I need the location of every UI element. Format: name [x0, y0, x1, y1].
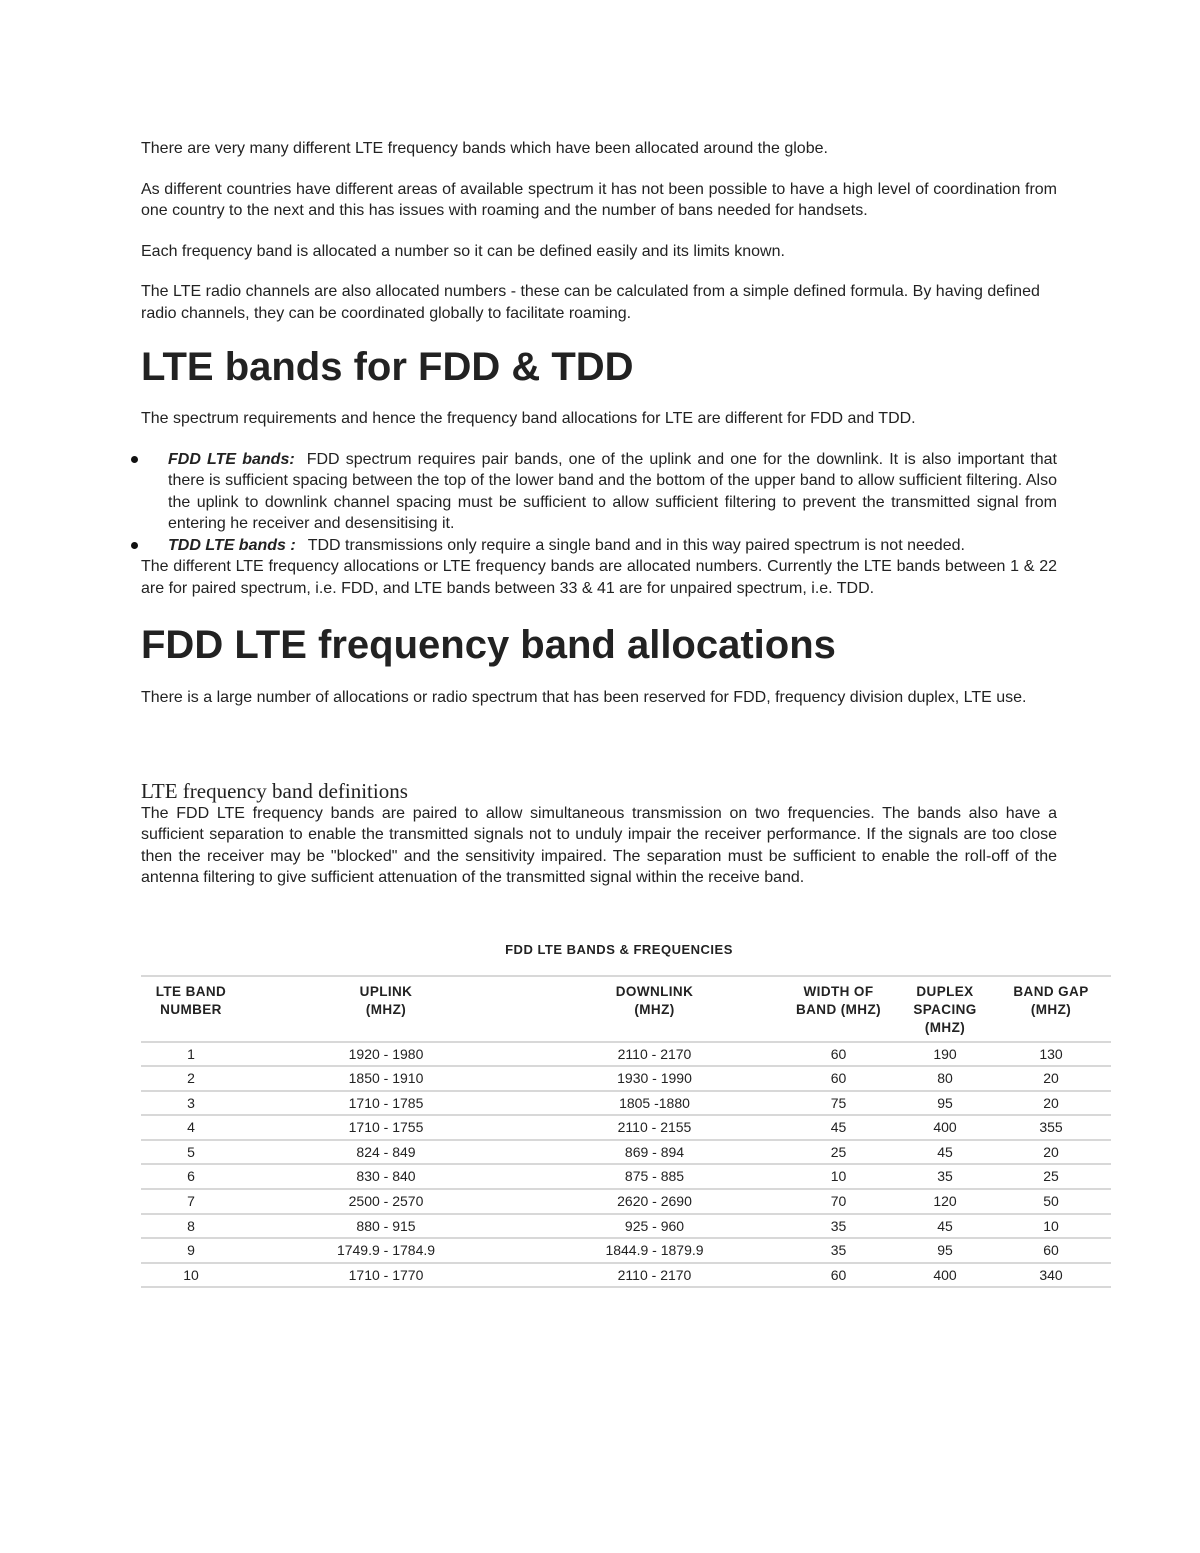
column-header-line: (MHZ) [634, 1001, 675, 1017]
bullet-label: TDD LTE bands : [168, 536, 296, 554]
table-body [141, 1042, 1111, 1288]
table-cell: 1710 - 1755 [241, 1115, 531, 1140]
column-header-line: DUPLEX [916, 983, 974, 999]
column-header [241, 976, 531, 1042]
table-cell: 1710 - 1785 [241, 1091, 531, 1116]
table-cell: 2110 - 2170 [531, 1263, 778, 1288]
section-paragraph: The different LTE frequency allocations or LTE frequency bands are allocated numbers. Currently the LTE bands between 1 & 22 are for paired spectrum, i.e. FDD, and LTE bands between 33 & 41 are for unpaired spectrum, i.e. TDD. [141, 558, 1057, 597]
table-cell: 20 [991, 1140, 1111, 1165]
intro-paragraph: Each frequency band is allocated a number so it can be defined easily and its limits known. [141, 242, 785, 260]
table-cell: 355 [991, 1115, 1111, 1140]
table-header-row [141, 976, 1111, 1042]
table-cell: 6 [141, 1164, 241, 1189]
table-cell: 60 [778, 1066, 899, 1091]
table-cell: 70 [778, 1189, 899, 1214]
table-cell: 120 [899, 1189, 991, 1214]
column-header [778, 976, 899, 1042]
section-heading-fdd: FDD LTE frequency band allocations [141, 623, 836, 667]
column-header-line: BAND (MHZ) [796, 1001, 881, 1017]
table-cell: 190 [899, 1042, 991, 1067]
table-cell: 60 [991, 1238, 1111, 1263]
table-cell: 7 [141, 1189, 241, 1214]
table-cell: 4 [141, 1115, 241, 1140]
column-header-line: BAND GAP [1013, 983, 1089, 999]
table-row [141, 1189, 1111, 1214]
table-cell: 25 [991, 1164, 1111, 1189]
column-header-line: UPLINK [359, 983, 413, 999]
column-header [531, 976, 778, 1042]
table-cell: 60 [778, 1263, 899, 1288]
table-cell: 824 - 849 [241, 1140, 531, 1165]
subheading-definitions: LTE frequency band definitions [141, 778, 408, 803]
column-header-line: (MHZ) [365, 1001, 407, 1017]
bullet-label: FDD LTE bands: [168, 450, 295, 468]
table-cell: 1805 -1880 [531, 1091, 778, 1116]
table-row [141, 1042, 1111, 1067]
table-cell: 35 [778, 1214, 899, 1239]
table-cell: 80 [899, 1066, 991, 1091]
intro-paragraph: The LTE radio channels are also allocated numbers - these can be calculated from a simple defined formula. By having defined radio channels, they can be coordinated globally to facilitate roaming. [141, 283, 1040, 322]
table-row [141, 1091, 1111, 1116]
intro-paragraph: As different countries have different areas of available spectrum it has not been possible to have a high level of coordination from one country to the next and this has issues with roaming and the number of bans needed for handsets. [141, 180, 1057, 219]
table-row [141, 1263, 1111, 1288]
table-cell: 5 [141, 1140, 241, 1165]
column-header-line: (MHZ) [924, 1019, 966, 1035]
table-cell: 35 [778, 1238, 899, 1263]
table-cell: 10 [991, 1214, 1111, 1239]
column-header [141, 976, 241, 1042]
column-header [899, 976, 991, 1042]
table-cell: 75 [778, 1091, 899, 1116]
column-header-line: SPACING [913, 1001, 977, 1017]
column-header-line: DOWNLINK [615, 983, 694, 999]
table-row [141, 1238, 1111, 1263]
table-cell: 60 [778, 1042, 899, 1067]
section-paragraph: The spectrum requirements and hence the frequency band allocations for LTE are different for FDD and TDD. [141, 410, 916, 427]
table-row [141, 1214, 1111, 1239]
table-cell: 925 - 960 [531, 1214, 778, 1239]
table-row [141, 1164, 1111, 1189]
table-row [141, 1140, 1111, 1165]
column-header-line: LTE BAND [155, 983, 227, 999]
table-cell: 880 - 915 [241, 1214, 531, 1239]
bullet-icon [131, 542, 138, 549]
table-cell: 130 [991, 1042, 1111, 1067]
table-cell: 35 [899, 1164, 991, 1189]
table-cell: 2 [141, 1066, 241, 1091]
table-cell: 45 [899, 1140, 991, 1165]
table-row [141, 1115, 1111, 1140]
table-cell: 1930 - 1990 [531, 1066, 778, 1091]
document-page [141, 138, 1089, 1288]
column-header-line: (MHZ) [1030, 1001, 1072, 1017]
table-cell: 45 [899, 1214, 991, 1239]
table-cell: 830 - 840 [241, 1164, 531, 1189]
table-cell: 20 [991, 1066, 1111, 1091]
table-cell: 9 [141, 1238, 241, 1263]
table-cell: 2110 - 2170 [531, 1042, 778, 1067]
bullet-text: TDD transmissions only require a single band and in this way paired spectrum is not needed. [307, 536, 965, 554]
table-cell: 2620 - 2690 [531, 1189, 778, 1214]
table-cell: 2500 - 2570 [241, 1189, 531, 1214]
table-cell: 869 - 894 [531, 1140, 778, 1165]
column-header [991, 976, 1111, 1042]
table-cell: 95 [899, 1238, 991, 1263]
table-cell: 45 [778, 1115, 899, 1140]
bullet-icon [131, 456, 138, 463]
table-cell: 1749.9 - 1784.9 [241, 1238, 531, 1263]
table-cell: 10 [778, 1164, 899, 1189]
table-cell: 340 [991, 1263, 1111, 1288]
table-cell: 400 [899, 1115, 991, 1140]
table-row [141, 1066, 1111, 1091]
table-cell: 1844.9 - 1879.9 [531, 1238, 778, 1263]
table-cell: 400 [899, 1263, 991, 1288]
table-cell: 20 [991, 1091, 1111, 1116]
section-paragraph: There is a large number of allocations or radio spectrum that has been reserved for FDD, frequency division duplex, LTE use. [141, 689, 1027, 706]
list-item [141, 449, 1057, 535]
table-cell: 875 - 885 [531, 1164, 778, 1189]
table-cell: 25 [778, 1140, 899, 1165]
table-cell: 8 [141, 1214, 241, 1239]
table-cell: 10 [141, 1263, 241, 1288]
band-type-list [141, 449, 1057, 557]
section-paragraph: The FDD LTE frequency bands are paired to allow simultaneous transmission on two frequencies. The bands also have a sufficient separation to enable the transmitted signals not to unduly impair the receiver performance. If the signals are too close then the receiver may be "blocked" and the sensitivity impaired. The separation must be sufficient to enable the roll-off of the antenna filtering to give sufficient attenuation of the transmitted signal within the receive band. [141, 804, 1057, 886]
table-cell: 1850 - 1910 [241, 1066, 531, 1091]
column-header-line: NUMBER [160, 1001, 222, 1017]
list-item [141, 535, 1057, 557]
table-cell: 1920 - 1980 [241, 1042, 531, 1067]
bands-table [141, 975, 1111, 1289]
column-header-line: WIDTH OF [803, 983, 874, 999]
table-cell: 2110 - 2155 [531, 1115, 778, 1140]
table-title: FDD LTE BANDS & FREQUENCIES [505, 941, 733, 957]
table-cell: 1710 - 1770 [241, 1263, 531, 1288]
table-cell: 1 [141, 1042, 241, 1067]
section-heading-bands: LTE bands for FDD & TDD [141, 345, 634, 389]
table-cell: 95 [899, 1091, 991, 1116]
intro-paragraph: There are very many different LTE frequency bands which have been allocated around the globe. [141, 140, 828, 157]
table-cell: 50 [991, 1189, 1111, 1214]
bullet-text: FDD spectrum requires pair bands, one of the uplink and one for the downlink. It is also important that there is sufficient spacing between the top of the lower band and the bottom of the upper band to allow sufficient filtering. Also the uplink to downlink channel spacing must be sufficient to allow sufficient filtering to prevent the transmitted signal from entering he receiver and desensitising it. [168, 450, 1058, 532]
table-cell: 3 [141, 1091, 241, 1116]
